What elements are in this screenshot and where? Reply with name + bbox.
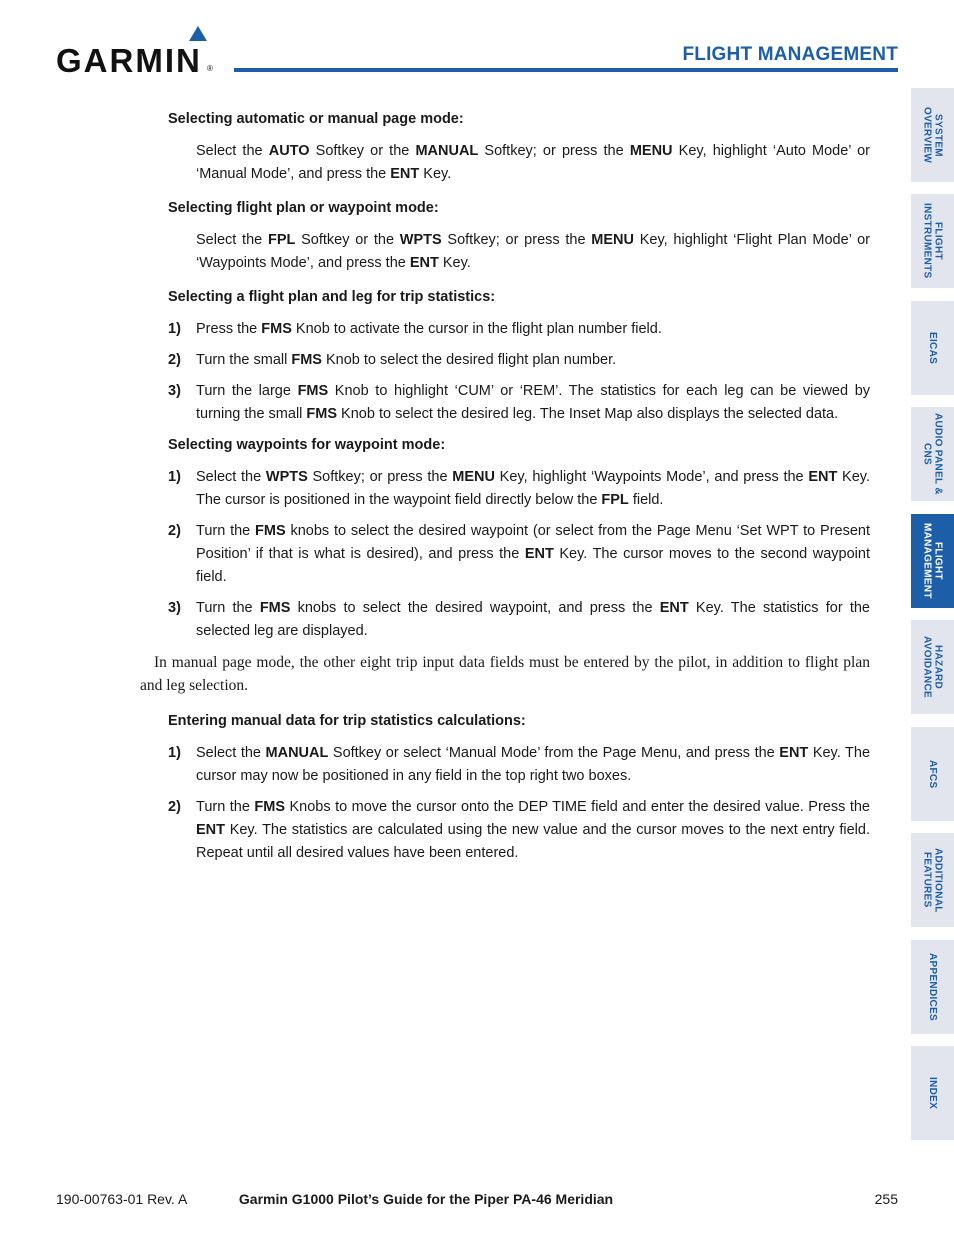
key-name: ENT — [524, 546, 554, 562]
logo-wordmark: GARMIN — [56, 42, 202, 79]
step-item — [168, 466, 870, 512]
key-name: FMS — [261, 321, 292, 337]
step-text: Press the FMS Knob to activate the cursor in the flight plan number field. — [196, 321, 662, 337]
tab-additional-features[interactable] — [911, 833, 954, 927]
step-item — [168, 380, 870, 426]
section-title: FLIGHT MANAGEMENT — [682, 44, 898, 65]
key-name: FMS — [254, 799, 285, 815]
key-name: ENT — [390, 166, 420, 182]
tab-eicas[interactable] — [911, 301, 954, 395]
key-name: FPL — [267, 232, 296, 248]
paragraph-page-mode: Select the AUTO Softkey or the MANUAL Softkey; or press the MENU Key, highlight ‘Auto Mode’ or ‘Manual Mode’, and press the ENT Key. — [196, 143, 871, 182]
step-number: 1) — [168, 745, 181, 761]
step-item — [168, 520, 870, 589]
tab-label: AFCS — [927, 759, 938, 789]
heading-waypoints-mode: Selecting waypoints for waypoint mode: — [168, 437, 446, 453]
key-name: FMS — [306, 406, 338, 422]
key-name: WPTS — [265, 469, 308, 485]
step-text: Select the MANUAL Softkey or select ‘Manual Mode’ from the Page Menu, and press the ENT Key. The cursor may now be positioned in any field in the top right two boxes. — [196, 745, 871, 784]
tab-label: INDEX — [927, 1076, 938, 1110]
doc-number: 190-00763-01 Rev. A — [56, 1191, 188, 1207]
tab-label: EICAS — [927, 331, 938, 365]
step-text: Turn the small FMS Knob to select the desired flight plan number. — [196, 352, 617, 368]
key-name: MENU — [452, 469, 495, 485]
header-rule — [234, 68, 898, 72]
page-content — [140, 108, 870, 873]
step-number: 1) — [168, 469, 181, 485]
tab-flight-management[interactable] — [911, 514, 954, 608]
step-item — [168, 742, 870, 788]
key-name: FMS — [291, 352, 322, 368]
step-text: Turn the large FMS Knob to highlight ‘CUM’ or ‘REM’. The statistics for each leg can be viewed by turning the small FMS Knob to select the desired leg. The Inset Map also displays the selected data. — [196, 383, 871, 422]
guide-title: Garmin G1000 Pilot’s Guide for the Piper PA-46 Meridian — [238, 1191, 614, 1207]
key-name: FPL — [601, 492, 629, 508]
key-name: FMS — [259, 600, 291, 616]
tab-hazard-avoidance[interactable] — [911, 620, 954, 714]
logo-triangle-icon — [189, 26, 207, 41]
body-paragraph: In manual page mode, the other eight trip input data fields must be entered by the pilot, in addition to flight plan and leg selection. — [140, 654, 870, 694]
tab-label: FLIGHT INSTRUMENTS — [921, 203, 944, 279]
key-name: FMS — [297, 383, 329, 399]
heading-page-mode: Selecting automatic or manual page mode: — [168, 111, 464, 127]
key-name: MANUAL — [415, 143, 479, 159]
step-number: 2) — [168, 352, 181, 368]
tab-label: FLIGHT MANAGEMENT — [921, 523, 944, 599]
steps-waypoints-mode — [140, 466, 870, 643]
tab-flight-instruments[interactable] — [911, 194, 954, 288]
step-number: 3) — [168, 600, 181, 616]
key-name: ENT — [409, 255, 439, 271]
key-name: ENT — [808, 469, 838, 485]
tab-audio-panel-cns[interactable] — [911, 407, 954, 501]
tab-appendices[interactable] — [911, 940, 954, 1034]
key-name: ENT — [779, 745, 809, 761]
key-name: MENU — [629, 143, 673, 159]
key-name: ENT — [196, 822, 225, 838]
step-text: Turn the FMS knobs to select the desired waypoint, and press the ENT Key. The statistics for the selected leg are displayed. — [196, 600, 870, 639]
key-name: MENU — [591, 232, 634, 248]
step-number: 3) — [168, 383, 181, 399]
step-item — [168, 349, 870, 372]
heading-plan-waypoint-mode: Selecting flight plan or waypoint mode: — [168, 200, 439, 216]
logo-registered-mark: ® — [207, 64, 213, 73]
step-number: 1) — [168, 321, 181, 337]
key-name: MANUAL — [265, 745, 329, 761]
key-name: WPTS — [399, 232, 442, 248]
tab-label: HAZARD AVOIDANCE — [921, 636, 944, 698]
tab-label: AUDIO PANEL & CNS — [921, 413, 944, 495]
key-name: FMS — [255, 523, 286, 539]
paragraph-plan-waypoint-mode: Select the FPL Softkey or the WPTS Softkey; or press the MENU Key, highlight ‘Flight Plan Mode’ or ‘Waypoints Mode’, and press the ENT Key. — [196, 232, 870, 271]
tab-label: APPENDICES — [927, 952, 938, 1021]
key-name: ENT — [659, 600, 689, 616]
tab-afcs[interactable] — [911, 727, 954, 821]
heading-trip-statistics: Selecting a flight plan and leg for trip statistics: — [168, 289, 496, 305]
tab-index[interactable] — [911, 1046, 954, 1140]
step-number: 2) — [168, 799, 181, 815]
steps-trip-statistics — [140, 318, 870, 426]
tab-label: ADDITIONAL FEATURES — [921, 847, 944, 913]
step-item — [168, 597, 870, 643]
step-item — [168, 318, 870, 341]
page-number: 255 — [874, 1191, 898, 1207]
key-name: AUTO — [268, 143, 310, 159]
tab-label: SYSTEM OVERVIEW — [921, 106, 944, 164]
steps-manual-data — [140, 742, 870, 865]
garmin-logo — [56, 26, 216, 79]
step-item — [168, 796, 870, 865]
step-text: Select the WPTS Softkey; or press the MENU Key, highlight ‘Waypoints Mode’, and press the ENT Key. The cursor is positioned in the waypoint field directly below the FPL field. — [196, 469, 870, 508]
step-text: Turn the FMS knobs to select the desired waypoint (or select from the Page Menu ‘Set WPT to Present Position’ if that is what is desired), and press the ENT Key. The cursor moves to the second waypoint field. — [196, 523, 870, 585]
step-text: Turn the FMS Knobs to move the cursor onto the DEP TIME field and enter the desired value. Press the ENT Key. The statistics are calculated using the new value and the cursor moves to the next entry field. Repeat until all desired values have been entered. — [196, 799, 870, 861]
heading-manual-data: Entering manual data for trip statistics calculations: — [168, 713, 526, 729]
tab-system-overview[interactable] — [911, 88, 954, 182]
step-number: 2) — [168, 523, 181, 539]
